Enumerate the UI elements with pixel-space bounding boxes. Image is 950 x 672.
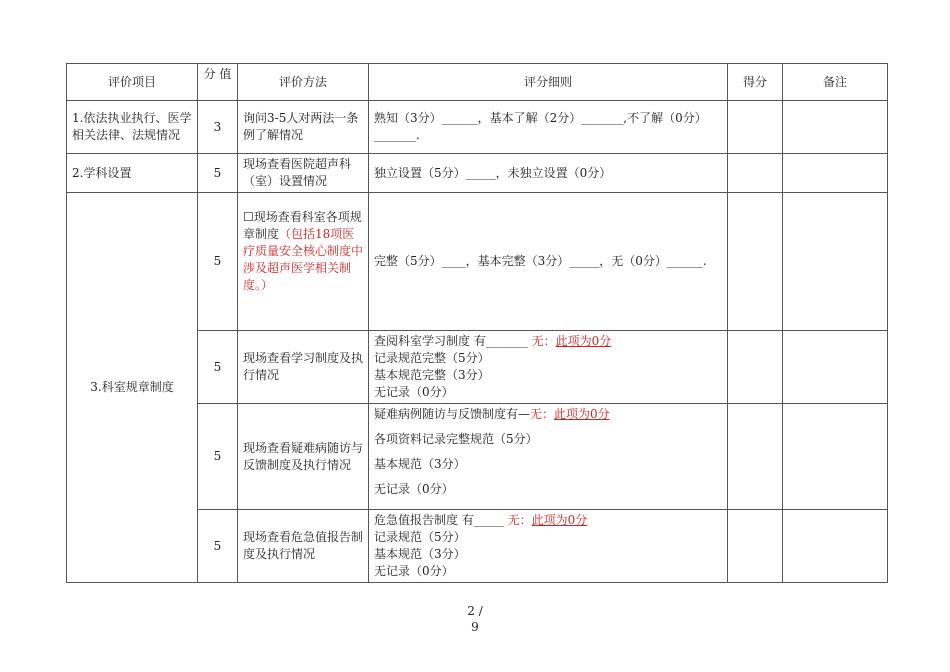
- detail-line: 基本规范（3分）: [374, 547, 466, 561]
- row-detail: [369, 510, 728, 583]
- row-got: [728, 101, 783, 154]
- page-total: 9: [471, 620, 479, 634]
- detail-red: 无：: [531, 334, 556, 348]
- detail-line: 无记录（0分）: [374, 482, 454, 496]
- header-score: 分 值: [198, 64, 238, 101]
- method-note: （包括18项医疗质量安全核心制度中涉及超声医学相关制度。）: [243, 227, 364, 292]
- detail-red-underline: 此项为0分: [531, 513, 588, 527]
- header-method: 评价方法: [238, 64, 369, 101]
- row-score: 5: [198, 331, 238, 404]
- header-got: 得分: [728, 64, 783, 101]
- row-remark: [783, 331, 888, 404]
- row-remark: [783, 510, 888, 583]
- detail-line: 基本规范（3分）: [374, 457, 466, 471]
- detail-red-underline: 此项为0分: [554, 407, 610, 421]
- row-method: 现场查看危急值报告制度及执行情况: [238, 510, 369, 583]
- detail-red: 无：: [530, 407, 555, 421]
- row-remark: [783, 193, 888, 331]
- row-method: 现场查看医院超声科（室）设置情况: [238, 154, 369, 193]
- header-detail: 评分细则: [369, 64, 728, 101]
- row-detail: 熟知（3分）______，基本了解（2分）_______,不了解（0分）_______.: [369, 101, 728, 154]
- detail-line: 疑难病例随访与反馈制度有—: [374, 407, 531, 421]
- row-method: 询问3-5人对两法一条例了解情况: [238, 101, 369, 154]
- row-detail: 完整（5分）____，基本完整（3分）_____，无（0分）______.: [369, 193, 728, 331]
- row-got: [728, 510, 783, 583]
- page-current: 2 /: [467, 604, 483, 618]
- detail-line: 无记录（0分）: [374, 385, 454, 399]
- detail-line: 危急值报告制度 有_____: [374, 513, 508, 527]
- detail-line: 各项资料记录完整规范（5分）: [374, 432, 538, 446]
- row-score: 5: [198, 193, 238, 331]
- row-got: [728, 154, 783, 193]
- page-number: [0, 603, 950, 635]
- row-score: 5: [198, 510, 238, 583]
- table-row: [67, 154, 888, 193]
- row-score: 5: [198, 404, 238, 510]
- table-row: [67, 193, 888, 331]
- detail-red-underline: 此项为0分: [555, 334, 612, 348]
- row-detail: [369, 331, 728, 404]
- row-remark: [783, 404, 888, 510]
- row-item: 2.学科设置: [67, 154, 198, 193]
- row-method: 现场查看学习制度及执行情况: [238, 331, 369, 404]
- detail-red: 无：: [507, 513, 532, 527]
- evaluation-table: [66, 63, 888, 583]
- section-item: 3.科室规章制度: [67, 193, 198, 583]
- row-score: 5: [198, 154, 238, 193]
- row-remark: [783, 101, 888, 154]
- row-got: [728, 193, 783, 331]
- row-got: [728, 404, 783, 510]
- row-method: 现场查看疑难病随访与反馈制度及执行情况: [238, 404, 369, 510]
- row-remark: [783, 154, 888, 193]
- detail-line: 无记录（0分）: [374, 564, 454, 578]
- row-item: 1.依法执业执行、医学相关法律、法规情况: [67, 101, 198, 154]
- row-got: [728, 331, 783, 404]
- row-method: [238, 193, 369, 331]
- header-remark: 备注: [783, 64, 888, 101]
- detail-line: 基本规范完整（3分）: [374, 368, 490, 382]
- detail-line: 查阅科室学习制度 有_______: [374, 334, 532, 348]
- row-detail: 独立设置（5分）_____，未独立设置（0分）: [369, 154, 728, 193]
- detail-line: 记录规范完整（5分）: [374, 351, 490, 365]
- row-detail: [369, 404, 728, 510]
- header-row: [67, 64, 888, 101]
- header-item: 评价项目: [67, 64, 198, 101]
- table-row: [67, 101, 888, 154]
- row-score: 3: [198, 101, 238, 154]
- detail-line: 记录规范（5分）: [374, 530, 466, 544]
- method-text: ☐现场查看科室各项规章制度: [243, 210, 362, 241]
